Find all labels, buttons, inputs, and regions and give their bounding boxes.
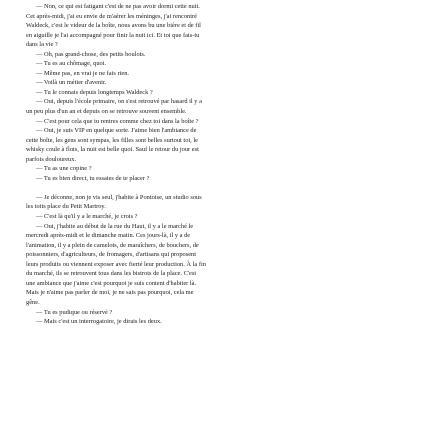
text-line: — C'est là qu'il y a le marché, je crois ? <box>36 213 138 221</box>
text-line: cette boîte, les gens sont sympas, les filles sont belles surtout toi, le <box>26 136 198 144</box>
text-line: — C'est pour cela que tu rentres comme chez toi dans la boîte ? <box>36 117 199 125</box>
text-line: mercredi après-midi et le dimanche matin. Ces jours-là, il y a de <box>26 232 191 240</box>
text-line: whisky coule à flots, la nuit est belle quoi. Sauf le retour du jour est <box>26 146 199 154</box>
text-line: un peu plus d'un an et depuis on se retrouve souvent ensemble. <box>26 108 187 116</box>
text-line: — Oui, depuis l'école primaire, on s'est retrouvé par hasard il y a <box>36 98 202 106</box>
text-line: — Tu as une copine ? <box>36 165 92 173</box>
text-line: Mais je n'aime pas parler de moi, je ne sais pas pourquoi, cela me <box>26 289 194 297</box>
text-line: dans la vie ? <box>26 41 58 49</box>
text-line: en aiguille je l'ai accompagné pour finir la nuit ici. Et toi que fais-tu <box>26 31 200 39</box>
text-line: — Tu es au chômage, quoi. <box>36 60 107 68</box>
text-line: parfois douloureux. <box>26 155 77 163</box>
text-line: poissonniers, d'agriculteurs, de fromagers, d'artisans qui proposent <box>26 251 197 259</box>
text-line: gêne. <box>26 298 40 306</box>
text-line: une ambiance que j'aime c'est pourquoi je suis content d'habiter là. <box>26 279 197 287</box>
text-line: — Tu es pudique ou réservé ? <box>36 308 113 316</box>
text-line: leurs produits ou viennent exposer avec fierté leur production. À la fin <box>26 260 206 268</box>
text-line: l'animation, il y a plein de camelots, de maraîchers, de bouchers, de <box>26 241 199 249</box>
text-line: — Non, ce qui est fatigant c'est de ne pas avoir dormi cette nuit. <box>36 3 200 10</box>
text-body <box>26 2 419 327</box>
text-line: — Oui, je suis VIP en quelque sorte. J'aime bien l'ambiance de <box>36 127 197 135</box>
text-line: les toits place du Petit Martroy. <box>26 203 106 211</box>
text-line: Waldeck, c'est le videur de la boîte, nous avons bu une bière et de fil <box>26 22 201 30</box>
text-line: Cet après-midi, j'ai eu envie de m'aérer les méninges, j'ai rencontré <box>26 12 197 20</box>
text-line: — Tu es bien direct, tu essaies de te placer ? <box>36 174 150 182</box>
text-line: — Oui, j'habite au début de la rue du Haut, il y a le marché le <box>36 222 194 230</box>
text-line <box>26 183 419 193</box>
text-line: — Même pas, en vrai je ne fais rien. <box>36 69 129 77</box>
text-line: — Voilà un métier d'avenir. <box>36 79 107 87</box>
text-line: — Tu le connais depuis longtemps Waldeck ? <box>36 88 153 96</box>
text-line: du marché, ils se retrouvent tous dans les bistrots de la place. C'est <box>26 270 197 278</box>
text-line: — Oh, pas grand-chose, des petits boulots. <box>36 50 146 58</box>
text-line: — Mais c'est un interrogatoire, je dirais les deux. <box>36 318 162 326</box>
text-line: — Je déconne, non je vis seul, j'habite à Pontoise, un studio sous <box>36 193 202 201</box>
